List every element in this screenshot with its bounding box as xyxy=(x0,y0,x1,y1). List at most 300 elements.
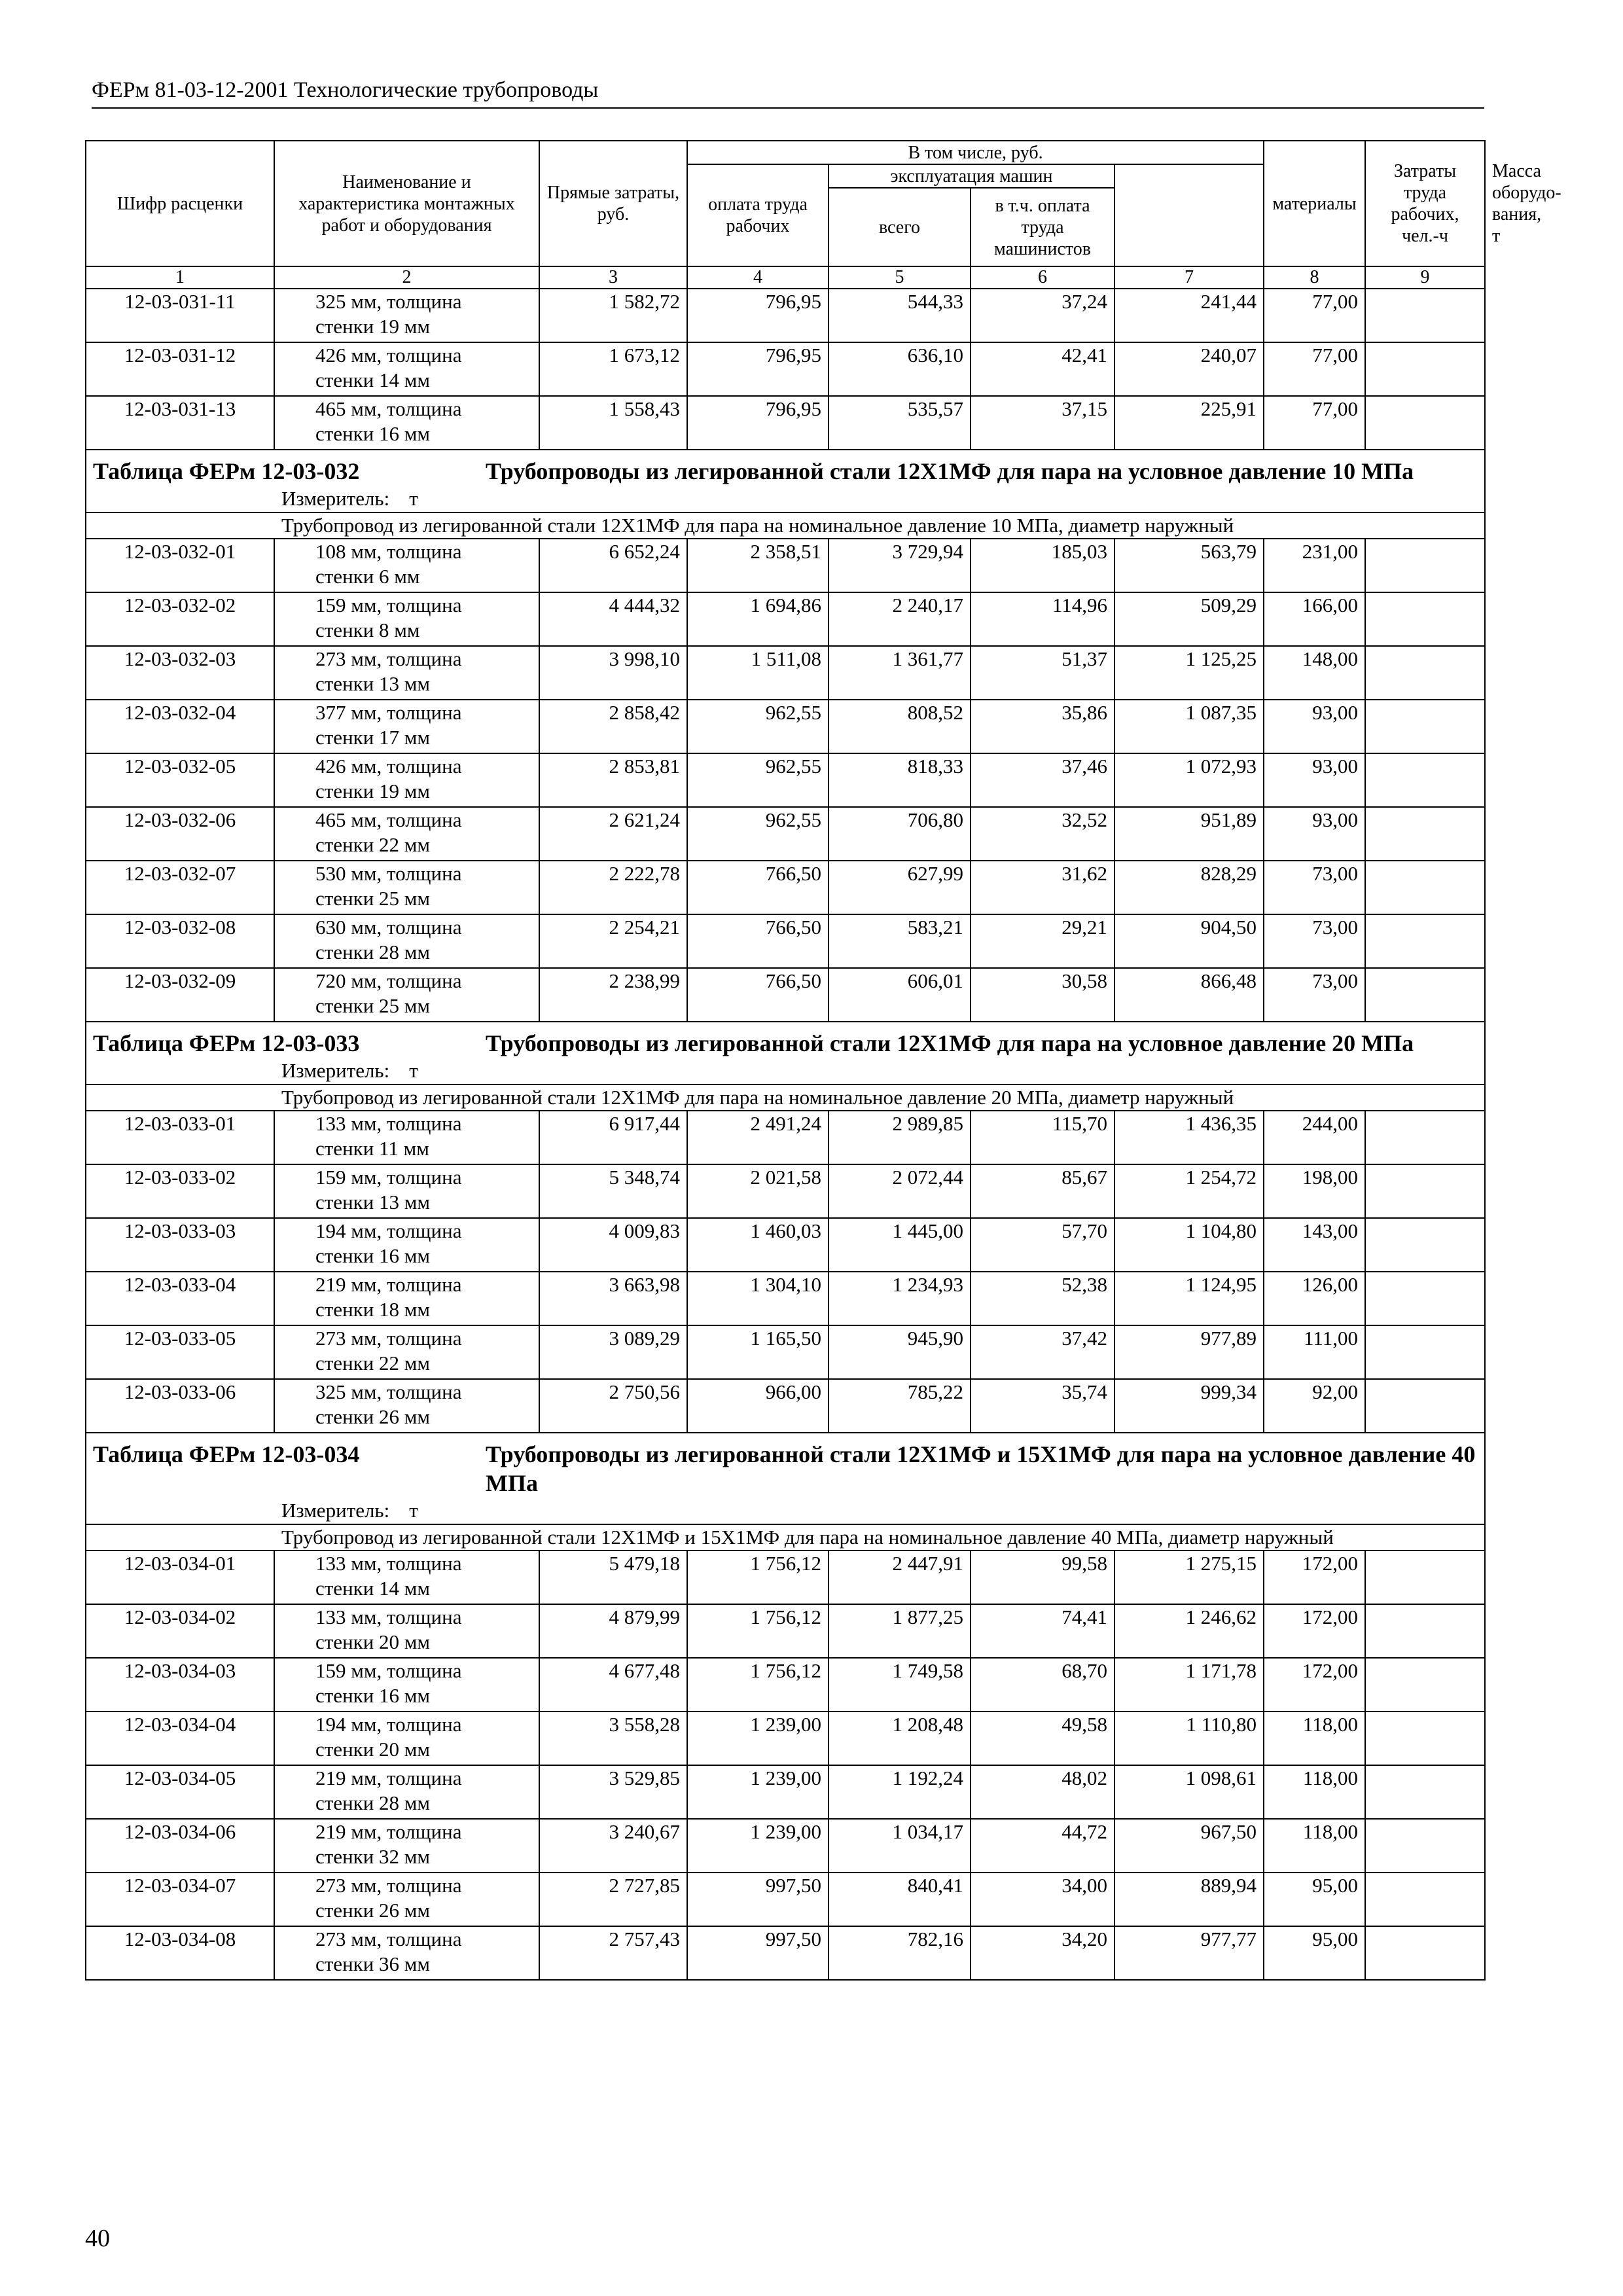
workers-wages: 1 756,12 xyxy=(687,1551,829,1604)
table-row xyxy=(86,1551,1485,1604)
labor-hours: 231,00 xyxy=(1264,539,1365,592)
materials-cost: 240,07 xyxy=(1115,342,1264,396)
materials-cost: 828,29 xyxy=(1115,861,1264,914)
machinists-wages: 42,41 xyxy=(971,342,1115,396)
labor-hours: 118,00 xyxy=(1264,1765,1365,1819)
section-heading-inner xyxy=(93,1440,1478,1498)
materials-cost: 1 104,80 xyxy=(1115,1218,1264,1272)
labor-hours: 73,00 xyxy=(1264,861,1365,914)
section-description-row xyxy=(86,1085,1485,1111)
work-name xyxy=(274,1272,539,1325)
work-name-line: стенки 16 мм xyxy=(315,422,431,445)
rate-code: 12-03-032-06 xyxy=(86,807,274,861)
machines-total: 818,33 xyxy=(829,753,971,807)
work-name xyxy=(274,1873,539,1926)
price-table xyxy=(85,140,1561,1981)
machines-total: 2 072,44 xyxy=(829,1164,971,1218)
direct-cost: 6 917,44 xyxy=(539,1111,687,1164)
work-name-line: стенки 19 мм xyxy=(315,780,431,802)
equipment-mass xyxy=(1365,1604,1485,1658)
materials-cost: 1 072,93 xyxy=(1115,753,1264,807)
labor-hours: 172,00 xyxy=(1264,1551,1365,1604)
labor-hours: 73,00 xyxy=(1264,968,1365,1022)
direct-cost: 2 222,78 xyxy=(539,861,687,914)
measure-label: Измеритель: xyxy=(281,487,390,510)
measure-cell xyxy=(86,1498,1485,1524)
section-heading xyxy=(86,1022,1485,1058)
work-name-line: 159 мм, толщина xyxy=(315,594,462,617)
col-number: 4 xyxy=(687,266,829,289)
work-name-line: стенки 6 мм xyxy=(315,565,420,588)
labor-hours: 77,00 xyxy=(1264,289,1365,342)
workers-wages: 1 239,00 xyxy=(687,1712,829,1765)
direct-cost: 2 853,81 xyxy=(539,753,687,807)
work-name xyxy=(274,1819,539,1873)
work-name xyxy=(274,807,539,861)
column-numbers-row xyxy=(86,266,1485,289)
equipment-mass xyxy=(1365,539,1485,592)
equipment-mass xyxy=(1365,342,1485,396)
rate-code: 12-03-031-11 xyxy=(86,289,274,342)
rate-code: 12-03-034-06 xyxy=(86,1819,274,1873)
work-name-line: стенки 25 мм xyxy=(315,887,431,910)
machines-total: 2 447,91 xyxy=(829,1551,971,1604)
work-name xyxy=(274,1111,539,1164)
equipment-mass xyxy=(1365,592,1485,646)
machinists-wages: 48,02 xyxy=(971,1765,1115,1819)
work-name-line: стенки 18 мм xyxy=(315,1298,431,1321)
rate-code: 12-03-032-02 xyxy=(86,592,274,646)
rate-code: 12-03-032-07 xyxy=(86,861,274,914)
measure-label: Измеритель: xyxy=(281,1499,390,1522)
workers-wages: 1 511,08 xyxy=(687,646,829,700)
work-name-line: 273 мм, толщина xyxy=(315,1327,462,1350)
measure-cell xyxy=(86,1058,1485,1085)
section-heading xyxy=(86,1433,1485,1498)
workers-wages: 2 021,58 xyxy=(687,1164,829,1218)
work-name-line: 273 мм, толщина xyxy=(315,1928,462,1950)
machinists-wages: 37,24 xyxy=(971,289,1115,342)
col-number: 8 xyxy=(1264,266,1365,289)
header-materials: материалы xyxy=(1264,141,1365,266)
rate-code: 12-03-032-09 xyxy=(86,968,274,1022)
rate-code: 12-03-032-01 xyxy=(86,539,274,592)
workers-wages: 796,95 xyxy=(687,342,829,396)
machinists-wages: 115,70 xyxy=(971,1111,1115,1164)
equipment-mass xyxy=(1365,1765,1485,1819)
work-name-line: 630 мм, толщина xyxy=(315,916,462,939)
machines-total: 3 729,94 xyxy=(829,539,971,592)
equipment-mass xyxy=(1365,396,1485,450)
equipment-mass xyxy=(1365,289,1485,342)
direct-cost: 1 673,12 xyxy=(539,342,687,396)
direct-cost: 3 558,28 xyxy=(539,1712,687,1765)
work-name-line: 194 мм, толщина xyxy=(315,1219,462,1242)
measure-cell xyxy=(86,486,1485,512)
equipment-mass xyxy=(1365,1873,1485,1926)
work-name-line: 219 мм, толщина xyxy=(315,1820,462,1843)
work-name-line: 465 мм, толщина xyxy=(315,808,462,831)
work-name xyxy=(274,1551,539,1604)
work-name xyxy=(274,1218,539,1272)
workers-wages: 997,50 xyxy=(687,1873,829,1926)
header-name: Наименование и характеристика монтажных работ и оборудования xyxy=(274,141,539,266)
materials-cost: 866,48 xyxy=(1115,968,1264,1022)
direct-cost: 3 089,29 xyxy=(539,1325,687,1379)
header-wages: оплата труда рабочих xyxy=(687,164,829,266)
machines-total: 606,01 xyxy=(829,968,971,1022)
workers-wages: 796,95 xyxy=(687,289,829,342)
section-heading-row xyxy=(86,450,1485,486)
rate-code: 12-03-034-04 xyxy=(86,1712,274,1765)
rate-code: 12-03-034-05 xyxy=(86,1765,274,1819)
workers-wages: 1 239,00 xyxy=(687,1819,829,1873)
machinists-wages: 34,20 xyxy=(971,1926,1115,1980)
machinists-wages: 52,38 xyxy=(971,1272,1115,1325)
table-row xyxy=(86,1658,1485,1712)
col-number: 9 xyxy=(1365,266,1485,289)
section-label: Таблица ФЕРм 12-03-034 xyxy=(93,1441,360,1467)
workers-wages: 1 460,03 xyxy=(687,1218,829,1272)
price-table-wrapper xyxy=(85,140,1561,1981)
work-name-line: 159 мм, толщина xyxy=(315,1166,462,1189)
rate-code: 12-03-032-03 xyxy=(86,646,274,700)
machines-total: 1 877,25 xyxy=(829,1604,971,1658)
table-header: Шифр расценки Наименование и характеристика монтажных работ и оборудования Прямые затраты, руб. В том числе, руб. материалы Затраты труда рабочих, чел.-ч Масса оборудо-вания, т оплата труда рабочих эксплуатация машин всего в т.ч. оплата труда машинистов 1 2 3 4 5 6 7 8 9 xyxy=(86,141,1485,289)
rate-code: 12-03-034-02 xyxy=(86,1604,274,1658)
section-title: Трубопроводы из легированной стали 12Х1МФ для пара на условное давление 10 МПа xyxy=(486,458,1414,484)
table-row xyxy=(86,1325,1485,1379)
work-name-line: 325 мм, толщина xyxy=(315,1380,462,1403)
machines-total: 785,22 xyxy=(829,1379,971,1433)
table-row xyxy=(86,396,1485,450)
equipment-mass xyxy=(1365,1658,1485,1712)
rate-code: 12-03-034-07 xyxy=(86,1873,274,1926)
machines-total: 2 240,17 xyxy=(829,592,971,646)
rate-code: 12-03-032-05 xyxy=(86,753,274,807)
measure-row xyxy=(86,486,1485,512)
work-name xyxy=(274,1325,539,1379)
labor-hours: 111,00 xyxy=(1264,1325,1365,1379)
work-name xyxy=(274,539,539,592)
machines-total: 1 034,17 xyxy=(829,1819,971,1873)
col-number: 5 xyxy=(829,266,971,289)
direct-cost: 2 750,56 xyxy=(539,1379,687,1433)
direct-cost: 3 240,67 xyxy=(539,1819,687,1873)
rate-code: 12-03-034-03 xyxy=(86,1658,274,1712)
col-number: 7 xyxy=(1115,266,1264,289)
equipment-mass xyxy=(1365,1551,1485,1604)
table-row xyxy=(86,753,1485,807)
section-description-row xyxy=(86,1524,1485,1551)
workers-wages: 796,95 xyxy=(687,396,829,450)
labor-hours: 92,00 xyxy=(1264,1379,1365,1433)
measure-unit: т xyxy=(409,487,418,510)
page-number: 40 xyxy=(85,2225,110,2252)
section-label: Таблица ФЕРм 12-03-032 xyxy=(93,458,360,484)
work-name-line: стенки 20 мм xyxy=(315,1738,431,1761)
machinists-wages: 99,58 xyxy=(971,1551,1115,1604)
table-row xyxy=(86,968,1485,1022)
header-code: Шифр расценки xyxy=(86,141,274,266)
equipment-mass xyxy=(1365,700,1485,753)
equipment-mass xyxy=(1365,1926,1485,1980)
table-row xyxy=(86,1819,1485,1873)
machinists-wages: 31,62 xyxy=(971,861,1115,914)
machines-total: 627,99 xyxy=(829,861,971,914)
table-row xyxy=(86,861,1485,914)
machines-total: 945,90 xyxy=(829,1325,971,1379)
work-name-line: стенки 26 мм xyxy=(315,1405,431,1428)
work-name xyxy=(274,1926,539,1980)
equipment-mass xyxy=(1365,914,1485,968)
direct-cost: 4 009,83 xyxy=(539,1218,687,1272)
col-number: 6 xyxy=(971,266,1115,289)
section-heading-inner xyxy=(93,1029,1478,1058)
materials-cost: 563,79 xyxy=(1115,539,1264,592)
section-description-row xyxy=(86,512,1485,539)
work-name xyxy=(274,646,539,700)
labor-hours: 148,00 xyxy=(1264,646,1365,700)
materials-cost: 1 110,80 xyxy=(1115,1712,1264,1765)
work-name-line: стенки 22 мм xyxy=(315,833,431,856)
measure-row xyxy=(86,1498,1485,1524)
labor-hours: 93,00 xyxy=(1264,753,1365,807)
work-name-line: стенки 8 мм xyxy=(315,619,420,641)
work-name-line: стенки 14 мм xyxy=(315,1577,431,1600)
machinists-wages: 37,15 xyxy=(971,396,1115,450)
work-name xyxy=(274,592,539,646)
materials-cost: 904,50 xyxy=(1115,914,1264,968)
direct-cost: 2 621,24 xyxy=(539,807,687,861)
workers-wages: 962,55 xyxy=(687,700,829,753)
workers-wages: 1 165,50 xyxy=(687,1325,829,1379)
rate-code: 12-03-034-01 xyxy=(86,1551,274,1604)
equipment-mass xyxy=(1365,1379,1485,1433)
labor-hours: 118,00 xyxy=(1264,1712,1365,1765)
machines-total: 1 361,77 xyxy=(829,646,971,700)
materials-cost: 951,89 xyxy=(1115,807,1264,861)
work-name-line: 219 мм, толщина xyxy=(315,1767,462,1789)
equipment-mass xyxy=(1365,1111,1485,1164)
machinists-wages: 44,72 xyxy=(971,1819,1115,1873)
work-name-line: 720 мм, толщина xyxy=(315,969,462,992)
rate-code: 12-03-033-02 xyxy=(86,1164,274,1218)
workers-wages: 2 358,51 xyxy=(687,539,829,592)
work-name-line: стенки 13 мм xyxy=(315,1191,431,1213)
work-name xyxy=(274,1765,539,1819)
materials-cost: 1 125,25 xyxy=(1115,646,1264,700)
table-row xyxy=(86,539,1485,592)
rate-code: 12-03-031-13 xyxy=(86,396,274,450)
machines-total: 706,80 xyxy=(829,807,971,861)
measure-unit: т xyxy=(409,1059,418,1082)
materials-cost: 977,89 xyxy=(1115,1325,1264,1379)
section-title: Трубопроводы из легированной стали 12Х1МФ для пара на условное давление 20 МПа xyxy=(486,1030,1414,1056)
workers-wages: 766,50 xyxy=(687,914,829,968)
table-row xyxy=(86,646,1485,700)
table-row xyxy=(86,289,1485,342)
work-name xyxy=(274,289,539,342)
direct-cost: 6 652,24 xyxy=(539,539,687,592)
labor-hours: 172,00 xyxy=(1264,1658,1365,1712)
table-row xyxy=(86,1926,1485,1980)
work-name-line: стенки 16 мм xyxy=(315,1684,431,1707)
workers-wages: 1 304,10 xyxy=(687,1272,829,1325)
work-name-line: стенки 36 мм xyxy=(315,1952,431,1975)
workers-wages: 766,50 xyxy=(687,861,829,914)
machinists-wages: 49,58 xyxy=(971,1712,1115,1765)
direct-cost: 5 348,74 xyxy=(539,1164,687,1218)
rate-code: 12-03-032-04 xyxy=(86,700,274,753)
work-name xyxy=(274,968,539,1022)
section-description: Трубопровод из легированной стали 12Х1МФ для пара на номинальное давление 10 МПа, диаметр наружный xyxy=(86,512,1485,539)
machinists-wages: 185,03 xyxy=(971,539,1115,592)
machinists-wages: 37,46 xyxy=(971,753,1115,807)
direct-cost: 3 529,85 xyxy=(539,1765,687,1819)
direct-cost: 3 663,98 xyxy=(539,1272,687,1325)
equipment-mass xyxy=(1365,1272,1485,1325)
work-name-line: 133 мм, толщина xyxy=(315,1552,462,1575)
workers-wages: 962,55 xyxy=(687,807,829,861)
work-name-line: стенки 19 мм xyxy=(315,315,431,338)
measure-unit: т xyxy=(409,1499,418,1522)
rate-code: 12-03-034-08 xyxy=(86,1926,274,1980)
work-name-line: стенки 20 мм xyxy=(315,1630,431,1653)
section-label: Таблица ФЕРм 12-03-033 xyxy=(93,1030,360,1056)
labor-hours: 77,00 xyxy=(1264,396,1365,450)
table-row xyxy=(86,807,1485,861)
section-heading-row xyxy=(86,1022,1485,1058)
machines-total: 1 445,00 xyxy=(829,1218,971,1272)
workers-wages: 1 756,12 xyxy=(687,1658,829,1712)
work-name-line: 377 мм, толщина xyxy=(315,701,462,724)
rate-code: 12-03-033-05 xyxy=(86,1325,274,1379)
machines-total: 782,16 xyxy=(829,1926,971,1980)
table-row xyxy=(86,1272,1485,1325)
labor-hours: 118,00 xyxy=(1264,1819,1365,1873)
machines-total: 840,41 xyxy=(829,1873,971,1926)
machinists-wages: 34,00 xyxy=(971,1873,1115,1926)
work-name-line: стенки 17 мм xyxy=(315,726,431,749)
header-direct: Прямые затраты, руб. xyxy=(539,141,687,266)
rate-code: 12-03-033-04 xyxy=(86,1272,274,1325)
materials-cost: 999,34 xyxy=(1115,1379,1264,1433)
section-title: Трубопроводы из легированной стали 12Х1МФ и 15Х1МФ для пара на условное давление 40 МПа xyxy=(486,1441,1476,1496)
measure-label: Измеритель: xyxy=(281,1059,390,1082)
work-name xyxy=(274,396,539,450)
work-name-line: 426 мм, толщина xyxy=(315,755,462,778)
direct-cost: 2 254,21 xyxy=(539,914,687,968)
machines-total: 583,21 xyxy=(829,914,971,968)
materials-cost: 1 124,95 xyxy=(1115,1272,1264,1325)
direct-cost: 2 757,43 xyxy=(539,1926,687,1980)
work-name-line: 219 мм, толщина xyxy=(315,1273,462,1296)
work-name-line: стенки 13 мм xyxy=(315,672,431,695)
labor-hours: 244,00 xyxy=(1264,1111,1365,1164)
machinists-wages: 29,21 xyxy=(971,914,1115,968)
work-name-line: стенки 11 мм xyxy=(315,1137,429,1160)
header-machines-wages: в т.ч. оплата труда машинистов xyxy=(971,188,1115,266)
table-body xyxy=(86,289,1485,1980)
work-name-line: стенки 16 мм xyxy=(315,1244,431,1267)
direct-cost: 1 582,72 xyxy=(539,289,687,342)
direct-cost: 4 444,32 xyxy=(539,592,687,646)
work-name xyxy=(274,914,539,968)
table-row xyxy=(86,914,1485,968)
machinists-wages: 35,74 xyxy=(971,1379,1115,1433)
work-name xyxy=(274,1164,539,1218)
machines-total: 1 192,24 xyxy=(829,1765,971,1819)
workers-wages: 1 239,00 xyxy=(687,1765,829,1819)
header-including: В том числе, руб. xyxy=(687,141,1264,164)
workers-wages: 1 756,12 xyxy=(687,1604,829,1658)
rate-code: 12-03-032-08 xyxy=(86,914,274,968)
table-row xyxy=(86,1604,1485,1658)
work-name-line: стенки 25 мм xyxy=(315,994,431,1017)
machinists-wages: 74,41 xyxy=(971,1604,1115,1658)
work-name-line: стенки 28 мм xyxy=(315,1791,431,1814)
work-name-line: 159 мм, толщина xyxy=(315,1659,462,1682)
labor-hours: 172,00 xyxy=(1264,1604,1365,1658)
materials-cost: 1 098,61 xyxy=(1115,1765,1264,1819)
labor-hours: 95,00 xyxy=(1264,1873,1365,1926)
work-name-line: стенки 28 мм xyxy=(315,941,431,963)
rate-code: 12-03-033-01 xyxy=(86,1111,274,1164)
materials-cost: 509,29 xyxy=(1115,592,1264,646)
materials-cost: 241,44 xyxy=(1115,289,1264,342)
table-row xyxy=(86,1379,1485,1433)
work-name xyxy=(274,342,539,396)
machinists-wages: 30,58 xyxy=(971,968,1115,1022)
equipment-mass xyxy=(1365,1819,1485,1873)
equipment-mass xyxy=(1365,861,1485,914)
work-name-line: 273 мм, толщина xyxy=(315,1874,462,1897)
work-name-line: 325 мм, толщина xyxy=(315,290,462,313)
labor-hours: 95,00 xyxy=(1264,1926,1365,1980)
materials-cost: 1 436,35 xyxy=(1115,1111,1264,1164)
labor-hours: 143,00 xyxy=(1264,1218,1365,1272)
table-row xyxy=(86,1164,1485,1218)
rate-code: 12-03-031-12 xyxy=(86,342,274,396)
table-row xyxy=(86,342,1485,396)
work-name xyxy=(274,1604,539,1658)
materials-cost: 1 254,72 xyxy=(1115,1164,1264,1218)
labor-hours: 93,00 xyxy=(1264,807,1365,861)
materials-cost: 967,50 xyxy=(1115,1819,1264,1873)
workers-wages: 2 491,24 xyxy=(687,1111,829,1164)
machines-total: 2 989,85 xyxy=(829,1111,971,1164)
materials-cost: 1 246,62 xyxy=(1115,1604,1264,1658)
labor-hours: 166,00 xyxy=(1264,592,1365,646)
header-labor: Затраты труда рабочих, чел.-ч xyxy=(1365,141,1485,266)
table-row xyxy=(86,592,1485,646)
materials-cost: 977,77 xyxy=(1115,1926,1264,1980)
equipment-mass xyxy=(1365,753,1485,807)
materials-cost: 1 171,78 xyxy=(1115,1658,1264,1712)
machinists-wages: 37,42 xyxy=(971,1325,1115,1379)
table-row xyxy=(86,1712,1485,1765)
work-name-line: 530 мм, толщина xyxy=(315,862,462,885)
labor-hours: 93,00 xyxy=(1264,700,1365,753)
machinists-wages: 68,70 xyxy=(971,1658,1115,1712)
materials-cost: 889,94 xyxy=(1115,1873,1264,1926)
materials-cost: 225,91 xyxy=(1115,396,1264,450)
work-name xyxy=(274,700,539,753)
machinists-wages: 114,96 xyxy=(971,592,1115,646)
direct-cost: 5 479,18 xyxy=(539,1551,687,1604)
labor-hours: 77,00 xyxy=(1264,342,1365,396)
